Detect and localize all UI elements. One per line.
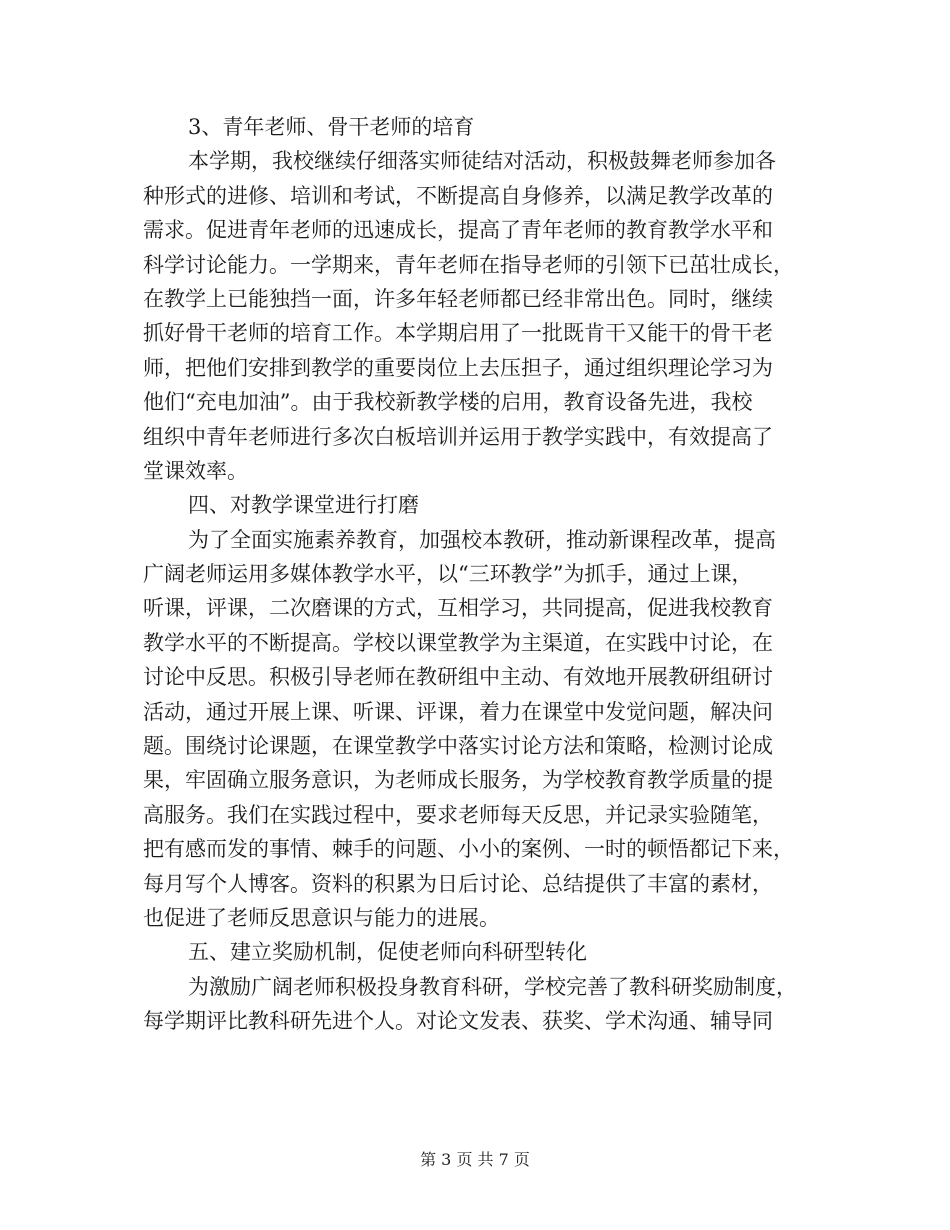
text-line: 种形式的进修、培训和考试，不断提高自身修养，以满足教学改革的 <box>143 183 773 208</box>
text-line: 科学讨论能力。一学期来，青年老师在指导老师的引领下已茁壮成长， <box>143 252 794 277</box>
text-line: 抓好骨干老师的培育工作。本学期启用了一批既肯干又能干的骨干老 <box>143 321 773 346</box>
page-footer: 第 3 页 共 7 页 <box>420 1150 530 1169</box>
text-line: 教学水平的不断提高。学校以课堂教学为主渠道，在实践中讨论，在 <box>143 630 773 655</box>
text-line: 把有感而发的事情、棘手的问题、小小的案例、一时的顿悟都记下来， <box>143 837 794 862</box>
text-line: 果，牢固确立服务意识，为老师成长服务，为学校教育教学质量的提 <box>143 768 773 793</box>
text-line: 师，把他们安排到教学的重要岗位上去压担子，通过组织理论学习为 <box>143 355 773 380</box>
text-line: 每学期评比教科研先进个人。对论文发表、获奖、学术沟通、辅导同 <box>143 1009 773 1034</box>
text-line: 讨论中反思。积极引导老师在教研组中主动、有效地开展教研组研讨 <box>143 665 773 690</box>
text-line: 本学期，我校继续仔细落实师徒结对活动，积极鼓舞老师参加各 <box>188 149 776 174</box>
text-line: 组织中青年老师进行多次白板培训并运用于教学实践中，有效提高了 <box>143 424 773 449</box>
text-line: 高服务。我们在实践过程中，要求老师每天反思，并记录实验随笔， <box>143 802 773 827</box>
text-line: 需求。促进青年老师的迅速成长，提高了青年老师的教育教学水平和 <box>143 218 773 243</box>
text-line: 为激励广阔老师积极投身教育科研，学校完善了教科研奖励制度， <box>188 974 797 999</box>
text-line: 活动，通过开展上课、听课、评课，着力在课堂中发觉问题，解决问 <box>143 699 773 724</box>
text-line: 听课，评课，二次磨课的方式，互相学习，共同提高，促进我校教育 <box>143 596 773 621</box>
text-line: 他们“充电加油”。由于我校新教学楼的启用，教育设备先进，我校 <box>143 390 753 415</box>
text-line: 广阔老师运用多媒体教学水平，以“三环教学”为抓手，通过上课， <box>143 562 753 587</box>
text-line: 题。围绕讨论课题，在课堂教学中落实讨论方法和策略，检测讨论成 <box>143 734 773 759</box>
document-body <box>143 110 803 1039</box>
text-line: 也促进了老师反思意识与能力的进展。 <box>143 905 500 930</box>
text-line: 四、对教学课堂进行打磨 <box>188 493 419 518</box>
text-line: 在教学上已能独挡一面，许多年轻老师都已经非常出色。同时，继续 <box>143 286 773 311</box>
text-line: 3、青年老师、骨干老师的培育 <box>188 115 475 139</box>
text-line: 为了全面实施素养教育，加强校本教研，推动新课程改革，提高 <box>188 527 776 552</box>
text-line: 五、建立奖励机制，促使老师向科研型转化 <box>188 940 587 965</box>
text-line: 每月写个人博客。资料的积累为日后讨论、总结提供了丰富的素材， <box>143 871 773 896</box>
text-line: 堂课效率。 <box>143 458 248 483</box>
